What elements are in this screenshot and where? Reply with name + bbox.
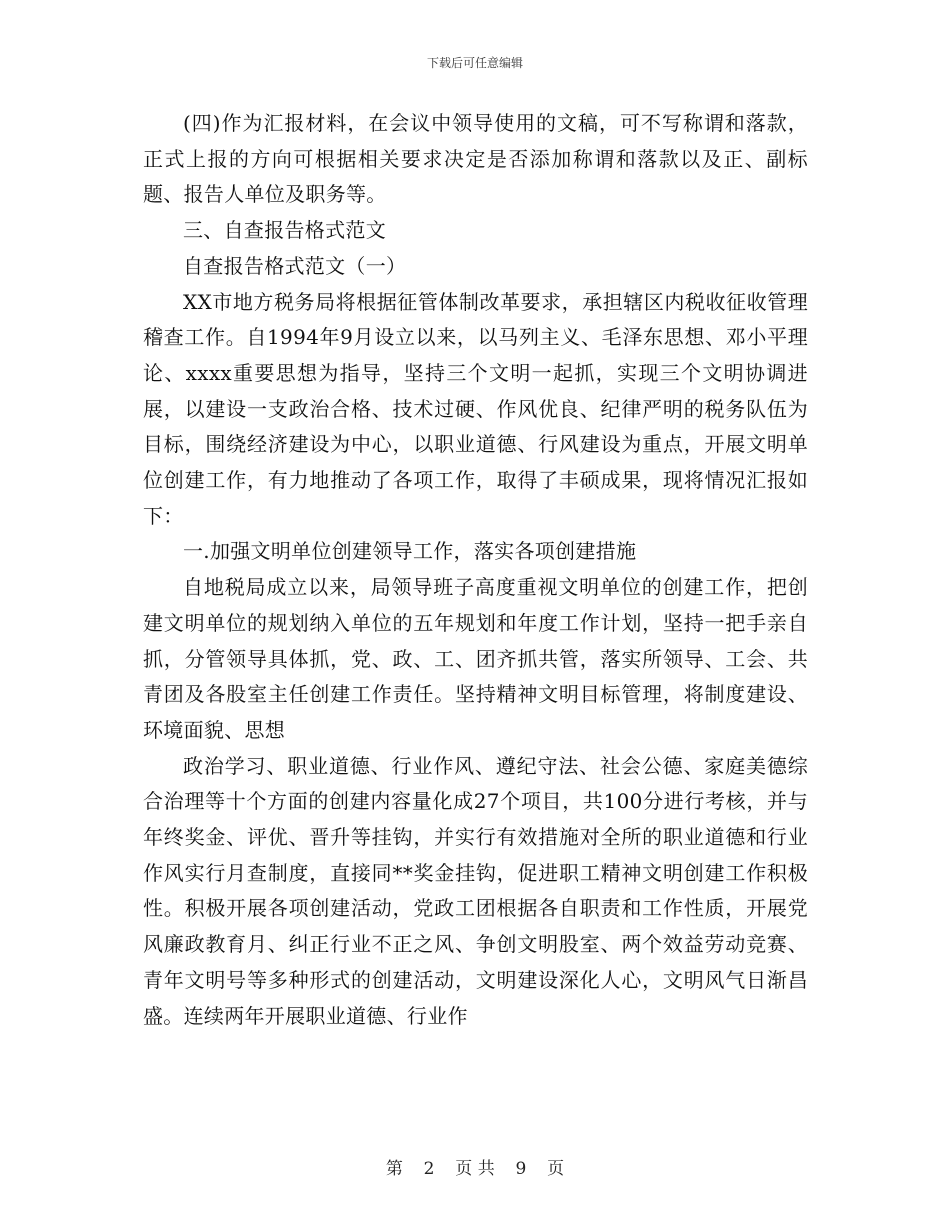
footer-prefix: 第 [385, 1159, 403, 1179]
footer-total-pages: 9 [515, 1159, 527, 1179]
paragraph-intro: XX市地方税务局将根据征管体制改革要求，承担辖区内税收征收管理稽查工作。自1994年9月设立以来，以马列主义、毛泽东思想、邓小平理论、xxxx重要思想为指导，坚持三个文明一起抓，实现三个文明协调进展，以建设一支政治合格、技术过硬、作风优良、纪律严明的税务队伍为目标，围绕经济建设为中心，以职业道德、行风建设为重点，开展文明单位创建工作，有力地推动了各项工作，取得了丰硕成果，现将情况汇报如下： [143, 289, 808, 528]
footer-page-number: 2 [423, 1159, 435, 1179]
footer-suffix: 页 [547, 1159, 565, 1179]
paragraph-activities: 政治学习、职业道德、行业作风、遵纪守法、社会公德、家庭美德综合治理等十个方面的创建内容量化成27个项目，共100分进行考核，并与年终奖金、评优、晋升等挂钩，并实行有效措施对全所的职业道德和行业作风实行月查制度，直接同**奖金挂钩，促进职工精神文明创建工作积极性。积极开展各项创建活动，党政工团根据各自职责和工作性质，开展党风廉政教育月、纠正行业不正之风、争创文明股室、两个效益劳动竞赛、青年文明号等多种形式的创建活动，文明建设深化人心，文明风气日渐昌盛。连续两年开展职业道德、行业作 [143, 753, 808, 1028]
paragraph-leadership: 自地税局成立以来，局领导班子高度重视文明单位的创建工作，把创建文明单位的规划纳入单位的五年规划和年度工作计划，坚持一把手亲自抓，分管领导具体抓，党、政、工、团齐抓共管，落实所领导、工会、共青团及各股室主任创建工作责任。坚持精神文明目标管理，将制度建设、环境面貌、思想 [143, 575, 808, 742]
paragraph-note-four: (四)作为汇报材料，在会议中领导使用的文稿，可不写称谓和落款，正式上报的方向可根据相关要求决定是否添加称谓和落款以及正、副标题、报告人单位及职务等。 [143, 111, 808, 207]
document-body [143, 106, 808, 1034]
section-heading-three: 三、自查报告格式范文 [183, 218, 386, 243]
subheading-one: 一.加强文明单位创建领导工作，落实各项创建措施 [183, 539, 637, 564]
footer-middle: 页 共 [455, 1159, 495, 1179]
page-footer [0, 1154, 950, 1179]
sample-title-one: 自查报告格式范文（一） [183, 253, 407, 278]
page-header: 下载后可任意编辑 [426, 56, 523, 70]
